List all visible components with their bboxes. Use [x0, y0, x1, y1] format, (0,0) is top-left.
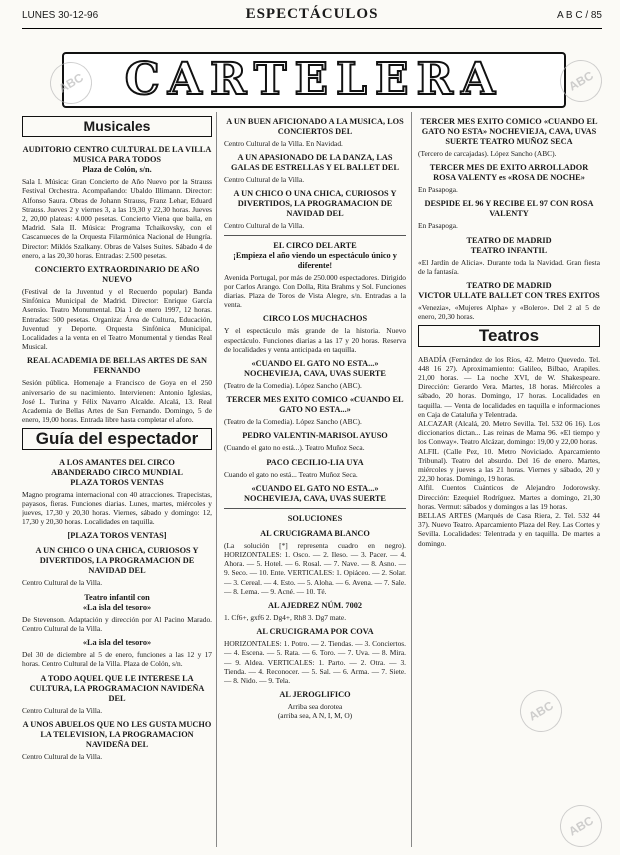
header-rule [22, 28, 602, 29]
listing-body: «El Jardín de Alicia». Durante toda la Navidad. Gran fiesta de la fantasía. [418, 257, 600, 276]
listing-title: A UN CHICO O UNA CHICA, CURIOSOS Y DIVERTIDOS, LA PROGRAMACION DE NAVIDAD DEL [233, 189, 397, 219]
listing-title: REAL ACADEMIA DE BELLAS ARTES DE SAN FERNANDO [27, 356, 207, 376]
listing-body: De Stevenson. Adaptación y dirección por Al Pacino Marado. Centro Cultural de la Villa. [22, 614, 212, 633]
teatros-header: Teatros [418, 325, 600, 346]
listing-body: En Pasapoga. [418, 185, 458, 195]
listing-title: «CUANDO EL GATO NO ESTA...» NOCHEVIEJA, CAVA, UVAS SUERTE [244, 483, 386, 503]
listing-title: AL CRUCIGRAMA BLANCO [260, 528, 370, 538]
listing-title: A UN APASIONADO DE LA DANZA, LAS GALAS DE ESTRELLAS Y EL BALLET DEL [231, 153, 399, 173]
section-title: ESPECTÁCULOS [245, 6, 379, 22]
guia-header: Guía del espectador [22, 428, 212, 449]
listing-body: Sala I. Música: Gran Concierto de Año Nuevo por la Strauss Festival Orchestra. Acompañando: Ubaldo Illimann. Director: Alfonso Saura. Obras de Johann Strauss, Franz Lehar, Eduard Strauss. Jueves 2 y viernes 3, a las 19,30 y 22,30 horas. Jueves 2, 20,00 plateas: 4.000 pesetas. Concierto Viena que baila, en Madrid. Sala II. Música: Programa Tchaikovsky, con el Cascanueces de la Orquesta Filarmónica Nacional de Hungría. Director: Miklós Szalkany. Obras de Valses Suites. Sábado 4 de enero, a las 20,30 horas. Entradas: 2.500 pesetas. [22, 177, 212, 260]
column-left [22, 112, 212, 852]
listing-title: Teatro infantil con «La isla del tesoro» [82, 592, 152, 612]
listing-title: [PLAZA TOROS VENTAS] [67, 531, 167, 541]
listing-title: A UN BUEN AFICIONADO A LA MUSICA, LOS CONCIERTOS DEL [226, 117, 404, 136]
listing-body: Centro Cultural de la Villa. [22, 578, 103, 588]
listing-body: Arriba sea dorotea (arriba sea, A N, I, M, O) [277, 702, 353, 721]
listing-title: TERCER MES EXITO COMICO «CUANDO EL GATO NO ESTA...» [226, 395, 404, 415]
abc-watermark-icon: ABC [42, 54, 99, 111]
column-middle [224, 112, 406, 852]
listing-title: PACO CECILIO-LIA UYA [266, 457, 364, 467]
listing-body: Centro Cultural de la Villa. [22, 751, 103, 761]
abc-watermark-icon: ABC [512, 682, 569, 739]
listing-title: CONCIERTO EXTRAORDINARIO DE AÑO NUEVO [34, 265, 200, 285]
column-right [418, 112, 600, 852]
listing-body: Y el espectáculo más grande de la historia. Nuevo espectáculo. Funciones diarias a las 17 y 20 horas. Reserva de localidades y venta anticipada en taquilla. [224, 326, 406, 354]
listing-title: «CUANDO EL GATO NO ESTA...» NOCHEVIEJA, CAVA, UVAS SUERTE [244, 359, 386, 379]
column-divider [216, 112, 217, 847]
listing-body: Magno programa internacional con 40 atracciones. Trapecistas, payasos, fieras. Funciones diarias. Lunes, martes, miércoles y jueves, 17,30 y 20,30 horas. Viernes, sábado y domingo: 12, 17,30 y 20,30 horas. Localidades en taquilla. [22, 489, 212, 527]
listing-body: (Tercero de carcajadas). López Sancho (ABC). [418, 149, 557, 158]
listing-body: Centro Cultural de la Villa. [224, 221, 305, 231]
listing-body: Del 30 de diciembre al 5 de enero, funciones a las 12 y 17 horas. Centro Cultural de la Villa. Plaza de Colón, s/n. [22, 650, 212, 669]
listing-title: A TODO AQUEL QUE LE INTERESE LA CULTURA, LA PROGRAMACION NAVIDEÑA DEL [29, 673, 205, 703]
listing-title: EL CIRCO DEL ARTE ¡Empieza el año viendo un espectáculo único y diferente! [233, 240, 397, 270]
listing-title: A LOS AMANTES DEL CIRCO ABANDERADO CIRCO MUNDIAL PLAZA TOROS VENTAS [51, 457, 183, 487]
listing-title: TERCER MES DE EXITO ARROLLADOR ROSA VALENTY es «ROSA DE NOCHE» [429, 163, 589, 183]
listing-title: TERCER MES EXITO COMICO «CUANDO EL GATO NO ESTA» NOCHEVIEJA, CAVA, UVAS SUERTE TEATRO MUÑOZ SECA [420, 117, 598, 146]
abc-watermark-icon: ABC [552, 52, 609, 109]
listing-body: Centro Cultural de la Villa. [224, 175, 305, 185]
listing-body: (Teatro de la Comedia). López Sancho (ABC). [224, 381, 362, 391]
listing-body: (Cuando el gato no está...). Teatro Muñoz Seca. [224, 443, 365, 453]
listing-body: Centro Cultural de la Villa. En Navidad. [224, 139, 343, 148]
listing-body: ABADÍA (Fernández de los Ríos, 42. Metro Quevedo. Tel. 448 16 27). Aproximamiento: Galileo, Bilbao, Arapiles. 21,00 horas. — La noche XVI, de W. Shakespeare. Dirección: Gerardo Vera. Martes, 18 horas. Miércoles a sábado, 20 horas. Domingo, 17 horas. Localidades en taquilla. — Venta de localidades en taquilla e informaciones en Caja de Cataluña y Telentrada. ALCAZAR (Alcalá, 20. Metro Sevilla. Tel. 532 06 16). Los diccionarios dictan... Las reinas de Mama 96. «El tiempo y los Conway». Teatro Alcázar, domingo: 19,00 y 22,00 horas. ALFIL (Calle Pez, 10. Metro Noviciado. Aparcamiento Tribunal). Teatro del absurdo. Del 16 de enero. Martes, miércoles y jueves a las 21 horas. Viernes y sábado, 20 y 22,30 horas. Domingo, 19 horas. Alfil. Cuentos Cuánticos de Alejandro Jodorowsky. Dirección: Ezequiel Rodríguez. Martes a domingo, 21,30 horas. Vermut: sábados y domingos a las 19 horas. BELLAS ARTES (Marqués de Casa Riera, 2. Tel. 532 44 37). Nuevo Teatro. Aparcamiento Plaza del Rey. Las Cortes y Sevilla. Localidades: Telentrada y en taquilla. De martes a domingo. [418, 354, 600, 548]
listing-body: Cuando el gato no está... Teatro Muñoz Seca. [224, 469, 358, 479]
page-number: A B C / 85 [556, 10, 602, 21]
musicales-header: Musicales [22, 116, 212, 137]
listing-title: TEATRO DE MADRID VICTOR ULLATE BALLET CON TRES EXITOS [418, 281, 600, 301]
listing-body: HORIZONTALES: 1. Potro. — 2. Tiendas. — 3. Conciertos. — 4. Escena. — 5. Rata. — 6. Toro. — 7. Uva. — 8. Mira. — 9. Aldea. VERTICALES: 1. Parto. — 2. Otra. — 3. Tienda. — 4. Reconocer. — 5. Sal. — 6. Arma. — 7. Siete. — 8. Nido. — 9. Tela. [224, 639, 406, 686]
issue-date: LUNES 30-12-96 [22, 10, 99, 21]
listing-body: Sesión pública. Homenaje a Francisco de Goya en el 250 aniversario de su nacimiento. Intervienen: Antonio Iglesias, José L. Turina y Félix Navarro Alcalde. Alcalá, 13. Real Academia de Bellas Artes de San Fernando. Domingo, 5 de enero, 19,00 horas. Entrada libre hasta completar el aforo. [22, 378, 212, 425]
listing-body: (Festival de la Juventud y el Recuerdo popular) Banda Sinfónica Municipal de Madrid. Director: Enrique García Asensio. Teatro Monumental. Día 1 de enero 1997, 12 horas. Entradas: 500 pesetas. Organiza: Área de Cultura, Educación, Juventud y Deporte. Orquesta Sinfónica Municipal. Localidades a la venta en el Teatro Monumental y tiendas Real Musical. [22, 287, 212, 352]
listing-body: Centro Cultural de la Villa. [22, 705, 103, 715]
page-header [22, 8, 602, 28]
listing-title: TEATRO DE MADRID TEATRO INFANTIL [466, 235, 552, 255]
listing-body: (Teatro de la Comedia). López Sancho (ABC). [224, 417, 362, 427]
soluciones-title: SOLUCIONES [287, 513, 343, 523]
listing-body: 1. Cf6+, gxf6 2. Dg4+, Rh8 3. Dg7 mate. [224, 613, 347, 623]
listing-title: A UNOS ABUELOS QUE NO LES GUSTA MUCHO LA TELEVISION, LA PROGRAMACION NAVIDEÑA DEL [22, 719, 212, 749]
listing-title: AL CRUCIGRAMA POR COVA [256, 627, 374, 637]
divider [224, 508, 406, 509]
listing-title: DESPIDE EL 96 Y RECIBE EL 97 CON ROSA VALENTY [424, 199, 594, 219]
listing-body: «Venezia», «Mujeres Alpha» y «Bolero». Del 2 al 5 de enero, 20,30 horas. [418, 303, 600, 322]
divider [224, 235, 406, 236]
column-divider [411, 112, 412, 847]
listing-body: Avenida Portugal, por más de 250.000 espectadores. Dirigido por Carlos Arango. Con Dolla, Rita Brahms y Sol. Funciones diarias. Plaza de Toros de Vista Alegre, s/n. Entradas a la venta. [224, 272, 406, 310]
listing-title: AL AJEDREZ NÚM. 7002 [267, 601, 363, 611]
listing-title: A UN CHICO O UNA CHICA, CURIOSOS Y DIVERTIDOS, LA PROGRAMACION DE NAVIDAD DEL [35, 546, 199, 576]
listing-title: PEDRO VALENTIN-MARISOL AYUSO [242, 431, 388, 441]
abc-watermark-icon: ABC [552, 797, 609, 854]
listing-title: «La isla del tesoro» [82, 638, 152, 648]
listing-title: AUDITORIO CENTRO CULTURAL DE LA VILLA MUSICA PARA TODOS Plaza de Colón, s/n. [22, 145, 212, 175]
listing-title: AL JEROGLIFICO [279, 690, 351, 700]
banner-title: CARTELERA [124, 54, 504, 105]
listing-body: En Pasapoga. [418, 221, 458, 231]
listing-body: (La solución [*] representa cuadro en negro). HORIZONTALES: 1. Osco. — 2. Ileso. — 3. Pacer. — 4. Ahora. — 5. Hotel. — 6. Rosal. — 7. Nave. — 8. Asno. — 9. Seco. — 10. Ente. VERTICALES: 1. Opiáceo. — 2. Solar. — 3. Cereal. — 4. Esto. — 5. Aloha. — 6. Avena. — 7. Sale. — 8. Lema. — 9. Acné. — 10. Té. [224, 540, 406, 596]
listing-title: CIRCO LOS MUCHACHOS [262, 314, 368, 324]
cartelera-banner [62, 52, 566, 108]
